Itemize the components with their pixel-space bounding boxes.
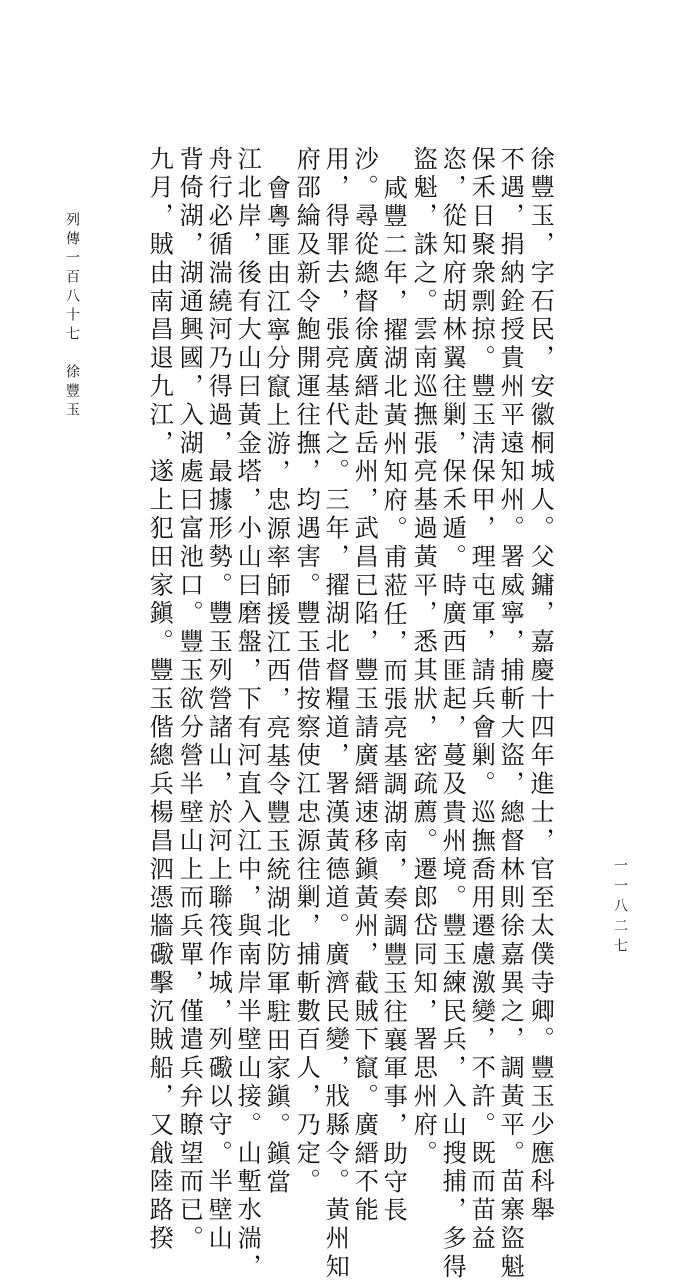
text-column: 恣，從知府胡林翼往剿，保禾遁。時廣西匪起，蔓及貴州境。豐玉練民兵，入山搜捕，多得 bbox=[438, 146, 467, 1282]
text-column: 府邵綸及新令鮑開運往撫，均遇害。豐玉借按察使江忠源往剿，捕斬數百人，乃定。 bbox=[292, 146, 321, 1197]
page-number: 一一八二七 bbox=[612, 858, 628, 958]
text-column: 咸豐二年，擢湖北黃州知府。甫蒞任，而張亮基調湖南，奏調豐玉往襄軍事，助守長 bbox=[379, 175, 408, 1226]
text-column: 會粵匪由江寧分竄上游，忠源率師援江西，亮基令豐玉統湖北防軍駐田家鎭。鎭當 bbox=[262, 175, 291, 1198]
running-header: 列傳一百八十七 徐豐玉 bbox=[64, 212, 80, 421]
text-column: 盜魁，誅之。雲南巡撫張亮基過黃平，悉其狀，密疏薦。遷郎岱同知，署思州府。 bbox=[409, 146, 438, 1169]
text-column: 江北岸，後有大山曰黃金塔，小山曰磨盤，下有河直入江中，與南岸半壁山接。山塹水湍， bbox=[233, 146, 262, 1282]
text-column: 沙。尋從總督徐廣縉赴岳州，武昌已陷，豐玉請廣縉速移鎭黃州，截賊下竄。廣縉不能 bbox=[350, 146, 379, 1226]
text-column: 保禾日聚衆剽掠。豐玉淸保甲，理屯軍，請兵會剿。巡撫喬用遷慮激變，不許。既而苗益 bbox=[467, 146, 496, 1254]
text-column: 背倚湖，湖通興國，入湖處曰富池口。豐玉欲分營半壁山上而兵單，僅遣兵弁瞭望而已。 bbox=[175, 146, 204, 1254]
text-column: 用，得罪去，張亮基代之。三年，擢湖北督糧道，署漢黃德道。廣濟民變，戕縣令。黃州知 bbox=[321, 146, 350, 1282]
text-column: 九月，賊由南昌退九江，遂上犯田家鎭。豐玉偕總兵楊昌泗憑牆礮擊沉賊船，又戧陸路揆 bbox=[145, 146, 174, 1254]
text-column: 徐豐玉，字石民，安徽桐城人。父鏞，嘉慶十四年進士，官至太僕寺卿。豐玉少應科舉 bbox=[526, 146, 555, 1226]
text-column: 舟行必循湍繞河乃得過，最據形勢。豐玉列營諸山，於河上聯筏作城，列礮以守。半壁山 bbox=[204, 146, 233, 1254]
text-column: 不遇，捐納銓授貴州平遠知州。署威寧，捕斬大盜，總督林則徐嘉異之，調黃平。苗寨盜魁 bbox=[496, 146, 525, 1282]
